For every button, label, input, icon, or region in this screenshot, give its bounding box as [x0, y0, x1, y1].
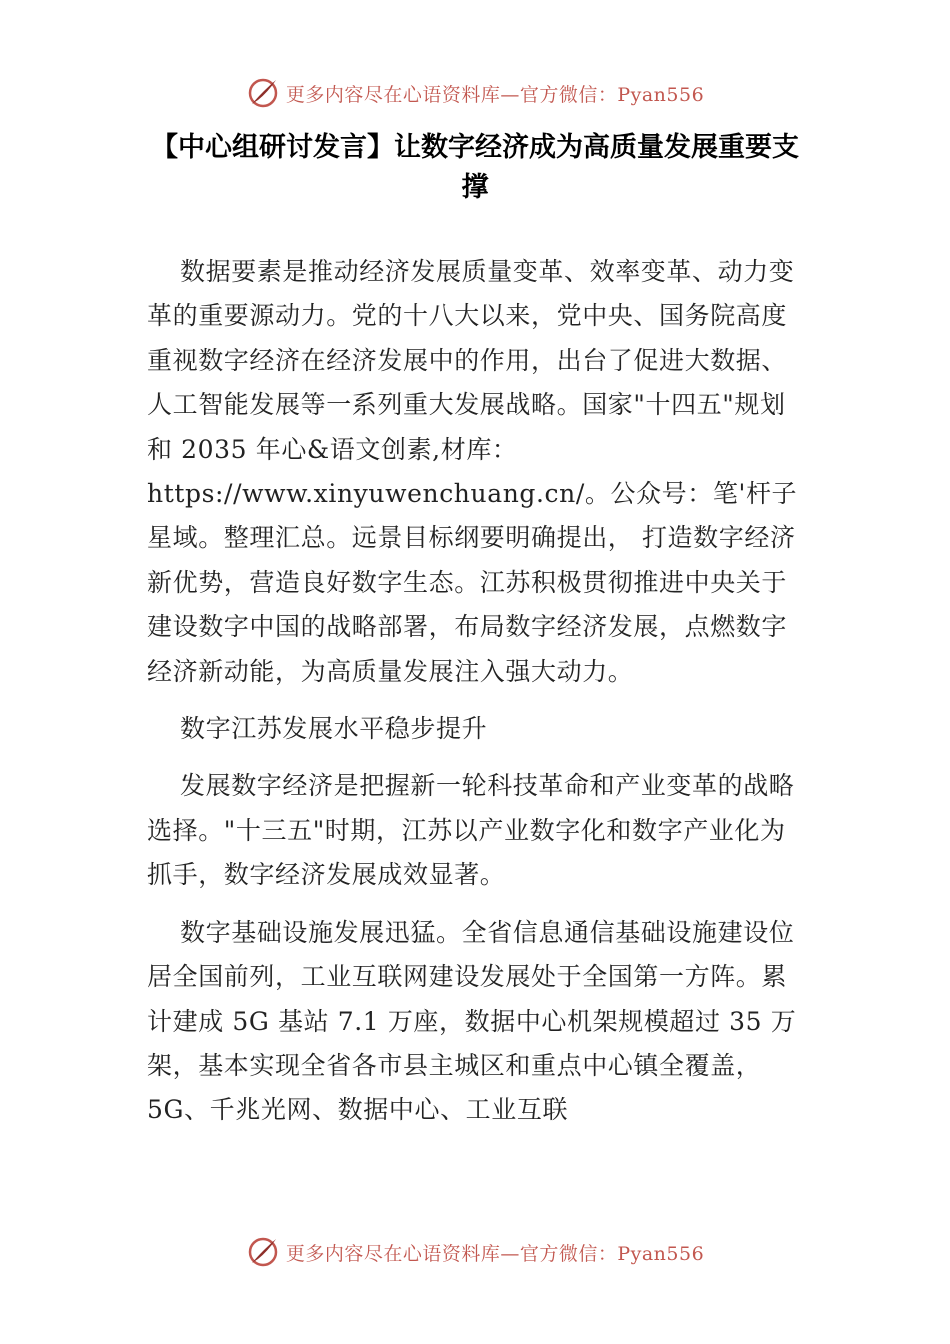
paragraph-intro: 数据要素是推动经济发展质量变革、效率变革、动力变革的重要源动力。党的十八大以来，党中央、国务院高度重视数字经济在经济发展中的作用，出台了促进大数据、人工智能发展等一系列重大发展战略。国家"十四五"规划和 2035 年心&语文创素,材库：https://www.xinyuwenchuang.cn/。公众号：笔'杆子星域。整理汇总。远景目标纲要明确提出， 打造数字经济新优势，营造良好数字生态。江苏积极贯彻推进中央关于建设数字中国的战略部署，布局数字经济发展，点燃数字经济新动能，为高质量发展注入强大动力。: [147, 257, 798, 686]
section-heading: 数字江苏发展水平稳步提升: [180, 714, 488, 744]
document-body: [147, 250, 807, 1146]
header-banner-text: 更多内容尽在心语资料库—官方微信：Pyan556: [285, 83, 705, 106]
header-banner: [0, 73, 950, 113]
quill-seal-icon: [246, 1235, 280, 1269]
paragraph-strategy: 发展数字经济是把握新一轮科技革命和产业变革的战略选择。"十三五"时期，江苏以产业数字化和数字产业化为抓手，数字经济发展成效显著。: [147, 771, 795, 890]
paragraph-infrastructure: 数字基础设施发展迅猛。全省信息通信基础设施建设位居全国前列，工业互联网建设发展处于全国第一方阵。累计建成 5G 基站 7.1 万座，数据中心机架规模超过 35 万架，基本实现全省各市县主城区和重点中心镇全覆盖，5G、千兆光网、数据中心、工业互联: [147, 917, 797, 1125]
footer-banner: [0, 1232, 950, 1272]
document-title: 【中心组研讨发言】让数字经济成为高质量发展重要支撑: [151, 132, 799, 203]
footer-banner-text: 更多内容尽在心语资料库—官方微信：Pyan556: [285, 1242, 705, 1265]
quill-seal-icon: [246, 76, 280, 110]
